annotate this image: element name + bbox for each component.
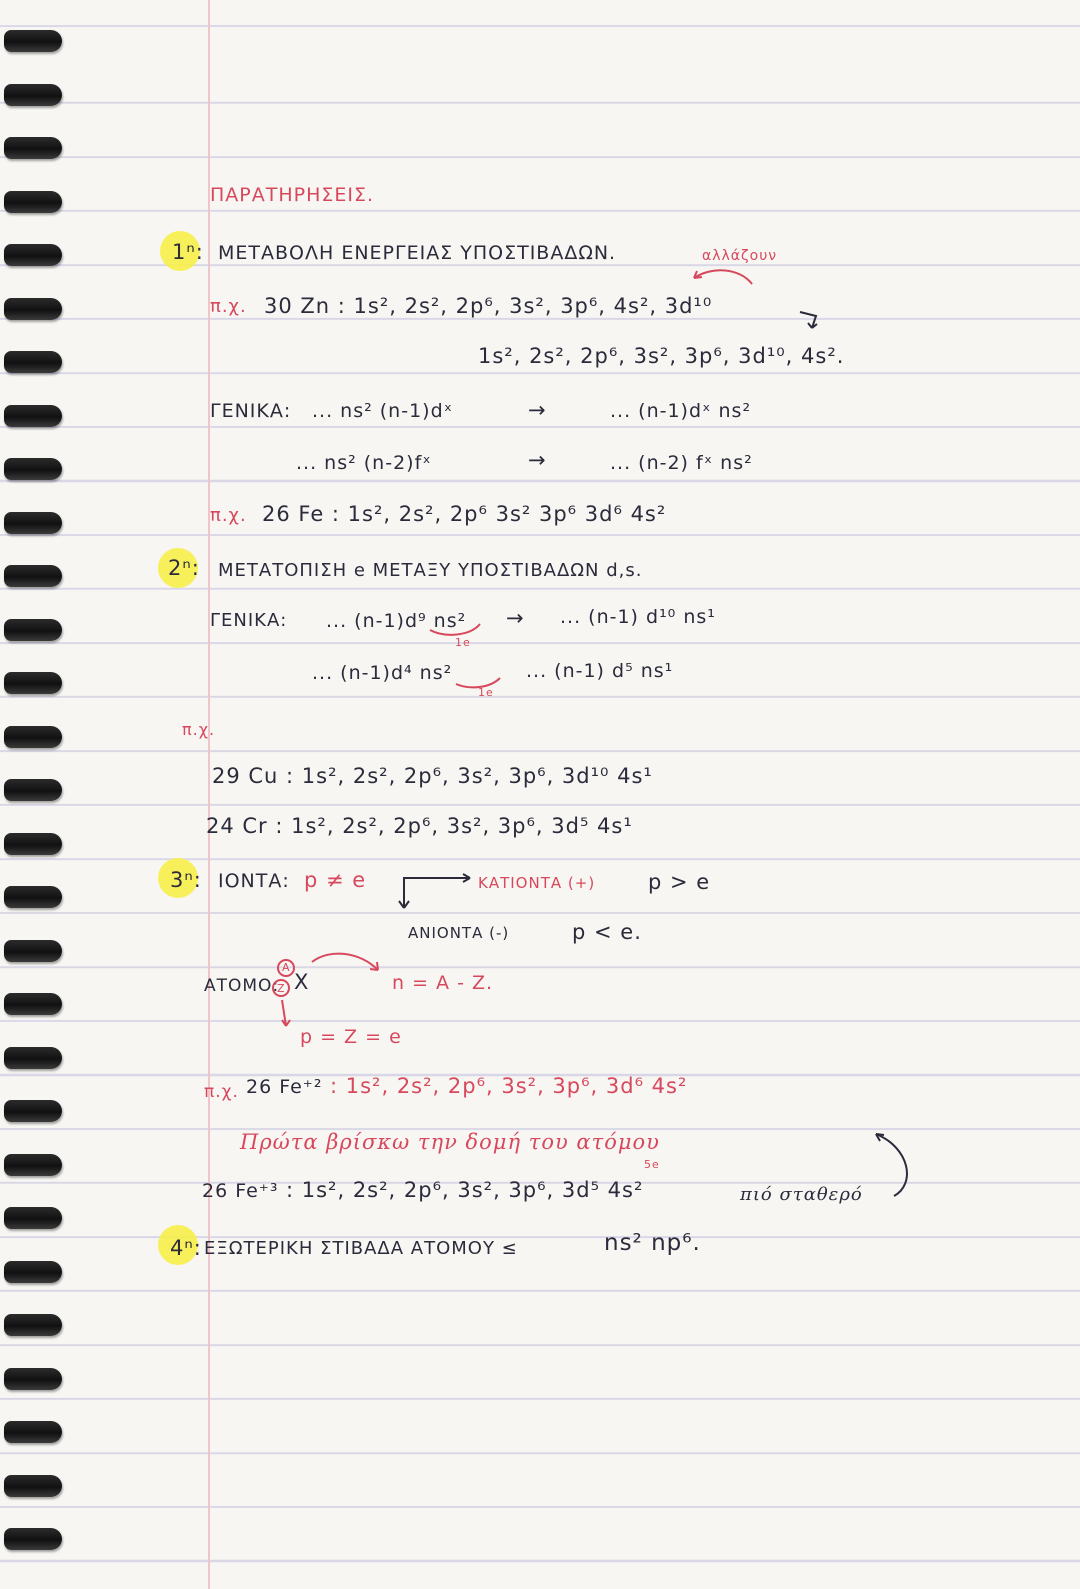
- section-3-neutron-relation: n = A - Z.: [392, 972, 494, 994]
- ion-branch-arrow-head: [399, 901, 409, 908]
- section-2-general-label: ΓΕΝΙΚΑ:: [210, 610, 288, 631]
- spiral-ring: [4, 565, 62, 587]
- atom-proton-arrow-head: [282, 1020, 290, 1026]
- stable-note-arrow-head: [876, 1134, 884, 1141]
- section-1-general-1-arrow: →: [528, 398, 547, 422]
- section-3-anion-relation: p < e.: [572, 920, 642, 944]
- section-3-remove-note: 5e: [644, 1158, 660, 1171]
- spiral-ring: [4, 458, 62, 480]
- section-2-number: 2ⁿ:: [168, 556, 200, 580]
- margin-line: [208, 0, 210, 1589]
- rearrange-arrow: [800, 312, 816, 328]
- section-2-general-2-left: ... (n-1)d⁴ ns²: [312, 662, 453, 684]
- spiral-ring: [4, 1154, 62, 1176]
- spiral-ring: [4, 405, 62, 427]
- spiral-ring: [4, 672, 62, 694]
- section-3-cation: ΚΑΤΙΟΝΤΑ (+): [478, 874, 596, 892]
- spiral-ring: [4, 1528, 62, 1550]
- ion-cation-arrow-head: [463, 874, 470, 882]
- section-1-example-label: π.χ.: [210, 296, 247, 317]
- section-3-rule: p ≠ e: [304, 868, 367, 892]
- section-1-general-label: ΓΕΝΙΚΑ:: [210, 400, 292, 422]
- spiral-ring: [4, 940, 62, 962]
- spiral-ring: [4, 351, 62, 373]
- spiral-ring: [4, 1207, 62, 1229]
- section-3-number: 3ⁿ:: [170, 868, 202, 892]
- atom-neutron-arrow-head: [370, 962, 378, 970]
- spiral-binding: [0, 0, 70, 1589]
- section-3-example-fe3-config: : 1s², 2s², 2p⁶, 3s², 3p⁶, 3d⁵ 4s²: [286, 1178, 644, 1202]
- section-2-example-cu: 29 Cu : 1s², 2s², 2p⁶, 3s², 3p⁶, 3d¹⁰ 4s¹: [212, 764, 653, 788]
- page-title: ΠΑΡΑΤΗΡΗΣΕΙΣ.: [210, 184, 375, 206]
- section-2-example-label: π.χ.: [182, 720, 216, 739]
- spiral-ring: [4, 1368, 62, 1390]
- section-2-general-1-left: ... (n-1)d⁹ ns²: [326, 610, 467, 632]
- ion-branch-arrow: [404, 878, 470, 908]
- spiral-ring: [4, 512, 62, 534]
- spiral-ring: [4, 726, 62, 748]
- spiral-ring: [4, 1100, 62, 1122]
- section-2-move-label-1: 1e: [455, 636, 471, 649]
- section-1-example-line-2: 1s², 2s², 2p⁶, 3s², 3p⁶, 3d¹⁰, 4s².: [478, 344, 845, 368]
- spiral-ring: [4, 619, 62, 641]
- spiral-ring: [4, 1314, 62, 1336]
- atom-symbol: X: [294, 970, 310, 994]
- spiral-ring: [4, 779, 62, 801]
- atom-proton-arrow: [282, 1000, 286, 1026]
- atom-atomic-number: Z: [277, 982, 286, 995]
- atom-mass-number: A: [282, 961, 291, 974]
- section-1-general-2-left: ... ns² (n-2)fˣ: [296, 452, 432, 474]
- spiral-ring: [4, 1047, 62, 1069]
- section-3-stable-note: πιό σταθερό: [740, 1184, 863, 1205]
- spiral-ring: [4, 993, 62, 1015]
- section-1-example-line-1: 30 Zn : 1s², 2s², 2p⁶, 3s², 3p⁶, 4s², 3d¹⁰: [264, 294, 713, 318]
- section-3-heading: ΙΟΝΤΑ:: [218, 870, 290, 892]
- section-3-atom-label: ΑΤΟΜΟ:: [204, 976, 280, 996]
- section-2-general-2-right: ... (n-1) d⁵ ns¹: [526, 660, 674, 682]
- section-3-example-fe3-prefix: 26 Fe⁺³: [202, 1180, 279, 1202]
- section-1-general-2-arrow: →: [528, 448, 547, 472]
- spiral-ring: [4, 191, 62, 213]
- spiral-ring: [4, 1475, 62, 1497]
- atom-neutron-arrow: [312, 954, 378, 970]
- section-4-formula: ns² np⁶.: [604, 1230, 701, 1256]
- spiral-ring: [4, 30, 62, 52]
- section-2-example-cr: 24 Cr : 1s², 2s², 2p⁶, 3s², 3p⁶, 3d⁵ 4s¹: [206, 814, 633, 838]
- section-1-general-1-right: ... (n-1)dˣ ns²: [610, 400, 752, 422]
- rearrange-arrow-head: [808, 323, 817, 328]
- section-3-example-fe2-prefix: 26 Fe⁺²: [246, 1076, 323, 1098]
- section-2-general-1-right: ... (n-1) d¹⁰ ns¹: [560, 606, 716, 628]
- section-2-heading: ΜΕΤΑΤΟΠΙΣΗ e ΜΕΤΑΞΥ ΥΠΟΣΤΙΒΑΔΩΝ d,s.: [218, 560, 643, 581]
- spiral-ring: [4, 137, 62, 159]
- section-1-example-2-label: π.χ.: [210, 505, 247, 526]
- spiral-ring: [4, 1421, 62, 1443]
- section-1-general-1-left: ... ns² (n-1)dˣ: [312, 400, 454, 422]
- swap-arrow-head: [694, 271, 702, 278]
- spiral-ring: [4, 84, 62, 106]
- section-3-example-fe2-config: : 1s², 2s², 2p⁶, 3s², 3p⁶, 3d⁶ 4s²: [330, 1074, 688, 1098]
- section-1-example-2-line: 26 Fe : 1s², 2s², 2p⁶ 3s² 3p⁶ 3d⁶ 4s²: [262, 502, 667, 526]
- section-3-proton-relation: p = Z = e: [300, 1026, 402, 1048]
- spiral-ring: [4, 1261, 62, 1283]
- section-3-cation-relation: p > e: [648, 870, 711, 894]
- spiral-ring: [4, 244, 62, 266]
- section-1-general-2-right: ... (n-2) fˣ ns²: [610, 452, 753, 474]
- spiral-ring: [4, 298, 62, 320]
- section-1-note: αλλάζουν: [702, 248, 778, 264]
- section-3-anion: ΑΝΙΟΝΤΑ (-): [408, 924, 510, 942]
- section-4-heading: ΕΞΩΤΕΡΙΚΗ ΣΤΙΒΑΔΑ ΑΤΟΜΟΥ ≤: [204, 1238, 518, 1259]
- section-2-move-label-2: 1e: [478, 686, 494, 699]
- spiral-ring: [4, 833, 62, 855]
- section-1-number: 1ⁿ:: [172, 240, 204, 264]
- spiral-ring: [4, 886, 62, 908]
- section-4-number: 4ⁿ:: [170, 1236, 202, 1260]
- section-3-greek-note: Πρώτα βρίσκω την δομή του ατόμου: [240, 1130, 660, 1154]
- section-2-general-1-arrow: →: [506, 606, 525, 630]
- section-1-heading: ΜΕΤΑΒΟΛΗ ΕΝΕΡΓΕΙΑΣ ΥΠΟΣΤΙΒΑΔΩΝ.: [218, 242, 617, 264]
- section-3-example-label: π.χ.: [204, 1082, 239, 1102]
- swap-arrow-curve: [694, 270, 752, 284]
- stable-note-curve: [876, 1134, 907, 1196]
